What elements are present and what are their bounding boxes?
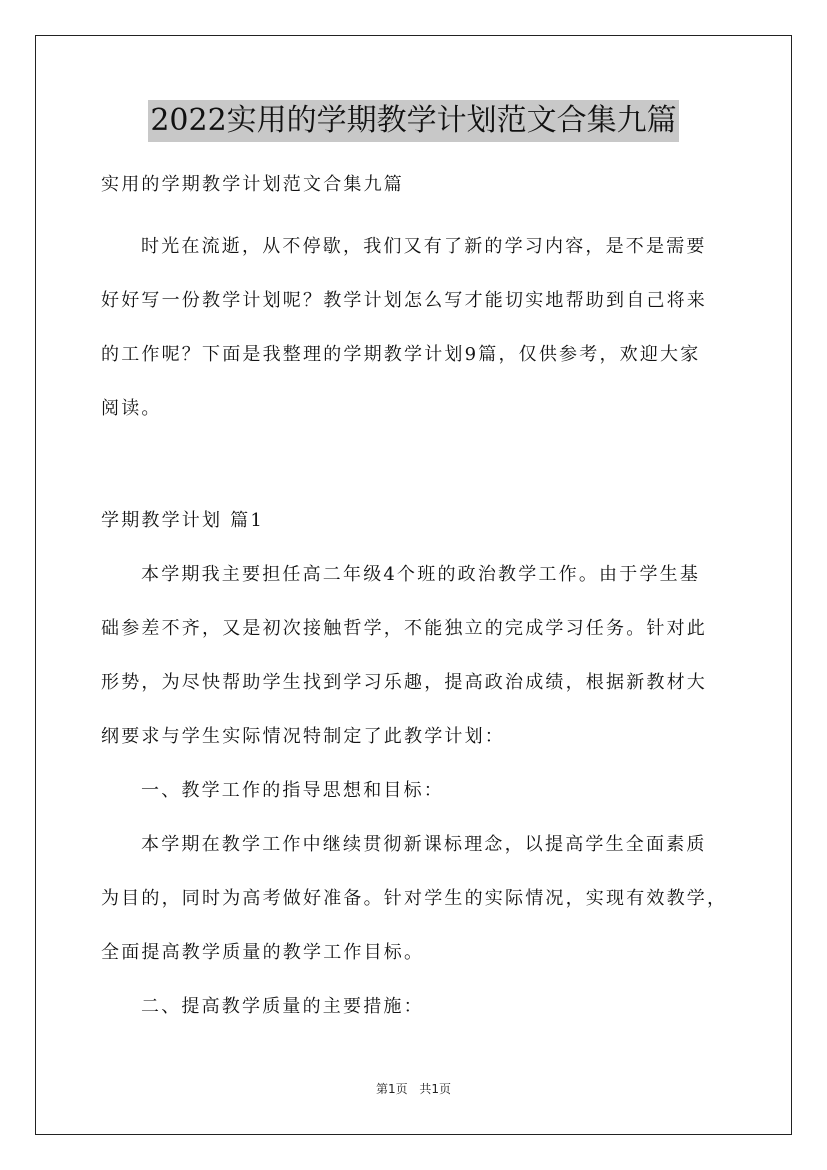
paragraph-line: 全面提高教学质量的教学工作目标。 xyxy=(101,942,425,963)
paragraph-line: 为目的，同时为高考做好准备。针对学生的实际情况，实现有效教学， xyxy=(101,888,728,909)
intro-line: 时光在流逝，从不停歇，我们又有了新的学习内容，是不是需要 xyxy=(141,236,707,257)
page-number: 第1页 xyxy=(375,1082,408,1096)
subheading-two: 二、提高教学质量的主要措施： xyxy=(141,996,424,1017)
paragraph-line: 纲要求与学生实际情况特制定了此教学计划： xyxy=(101,726,505,747)
intro-line: 的工作呢？下面是我整理的学期教学计划9篇，仅供参考，欢迎大家 xyxy=(101,344,701,365)
section-heading: 学期教学计划 篇1 xyxy=(101,510,264,531)
document-subtitle: 实用的学期教学计划范文合集九篇 xyxy=(101,174,404,195)
intro-line: 好好写一份教学计划呢？教学计划怎么写才能切实地帮助到自己将来 xyxy=(101,290,707,311)
page-footer xyxy=(0,1080,827,1097)
intro-line: 阅读。 xyxy=(101,398,162,419)
title-container xyxy=(0,100,827,142)
paragraph-line: 础参差不齐，又是初次接触哲学，不能独立的完成学习任务。针对此 xyxy=(101,618,707,639)
document-title: 2022实用的学期教学计划范文合集九篇 xyxy=(148,100,678,142)
subheading-one: 一、教学工作的指导思想和目标： xyxy=(141,780,444,801)
total-pages: 共1页 xyxy=(419,1082,452,1096)
paragraph-line: 本学期我主要担任高二年级4个班的政治教学工作。由于学生基 xyxy=(141,564,701,585)
paragraph-line: 形势，为尽快帮助学生找到学习乐趣，提高政治成绩，根据新教材大 xyxy=(101,672,707,693)
paragraph-line: 本学期在教学工作中继续贯彻新课标理念，以提高学生全面素质 xyxy=(141,834,707,855)
